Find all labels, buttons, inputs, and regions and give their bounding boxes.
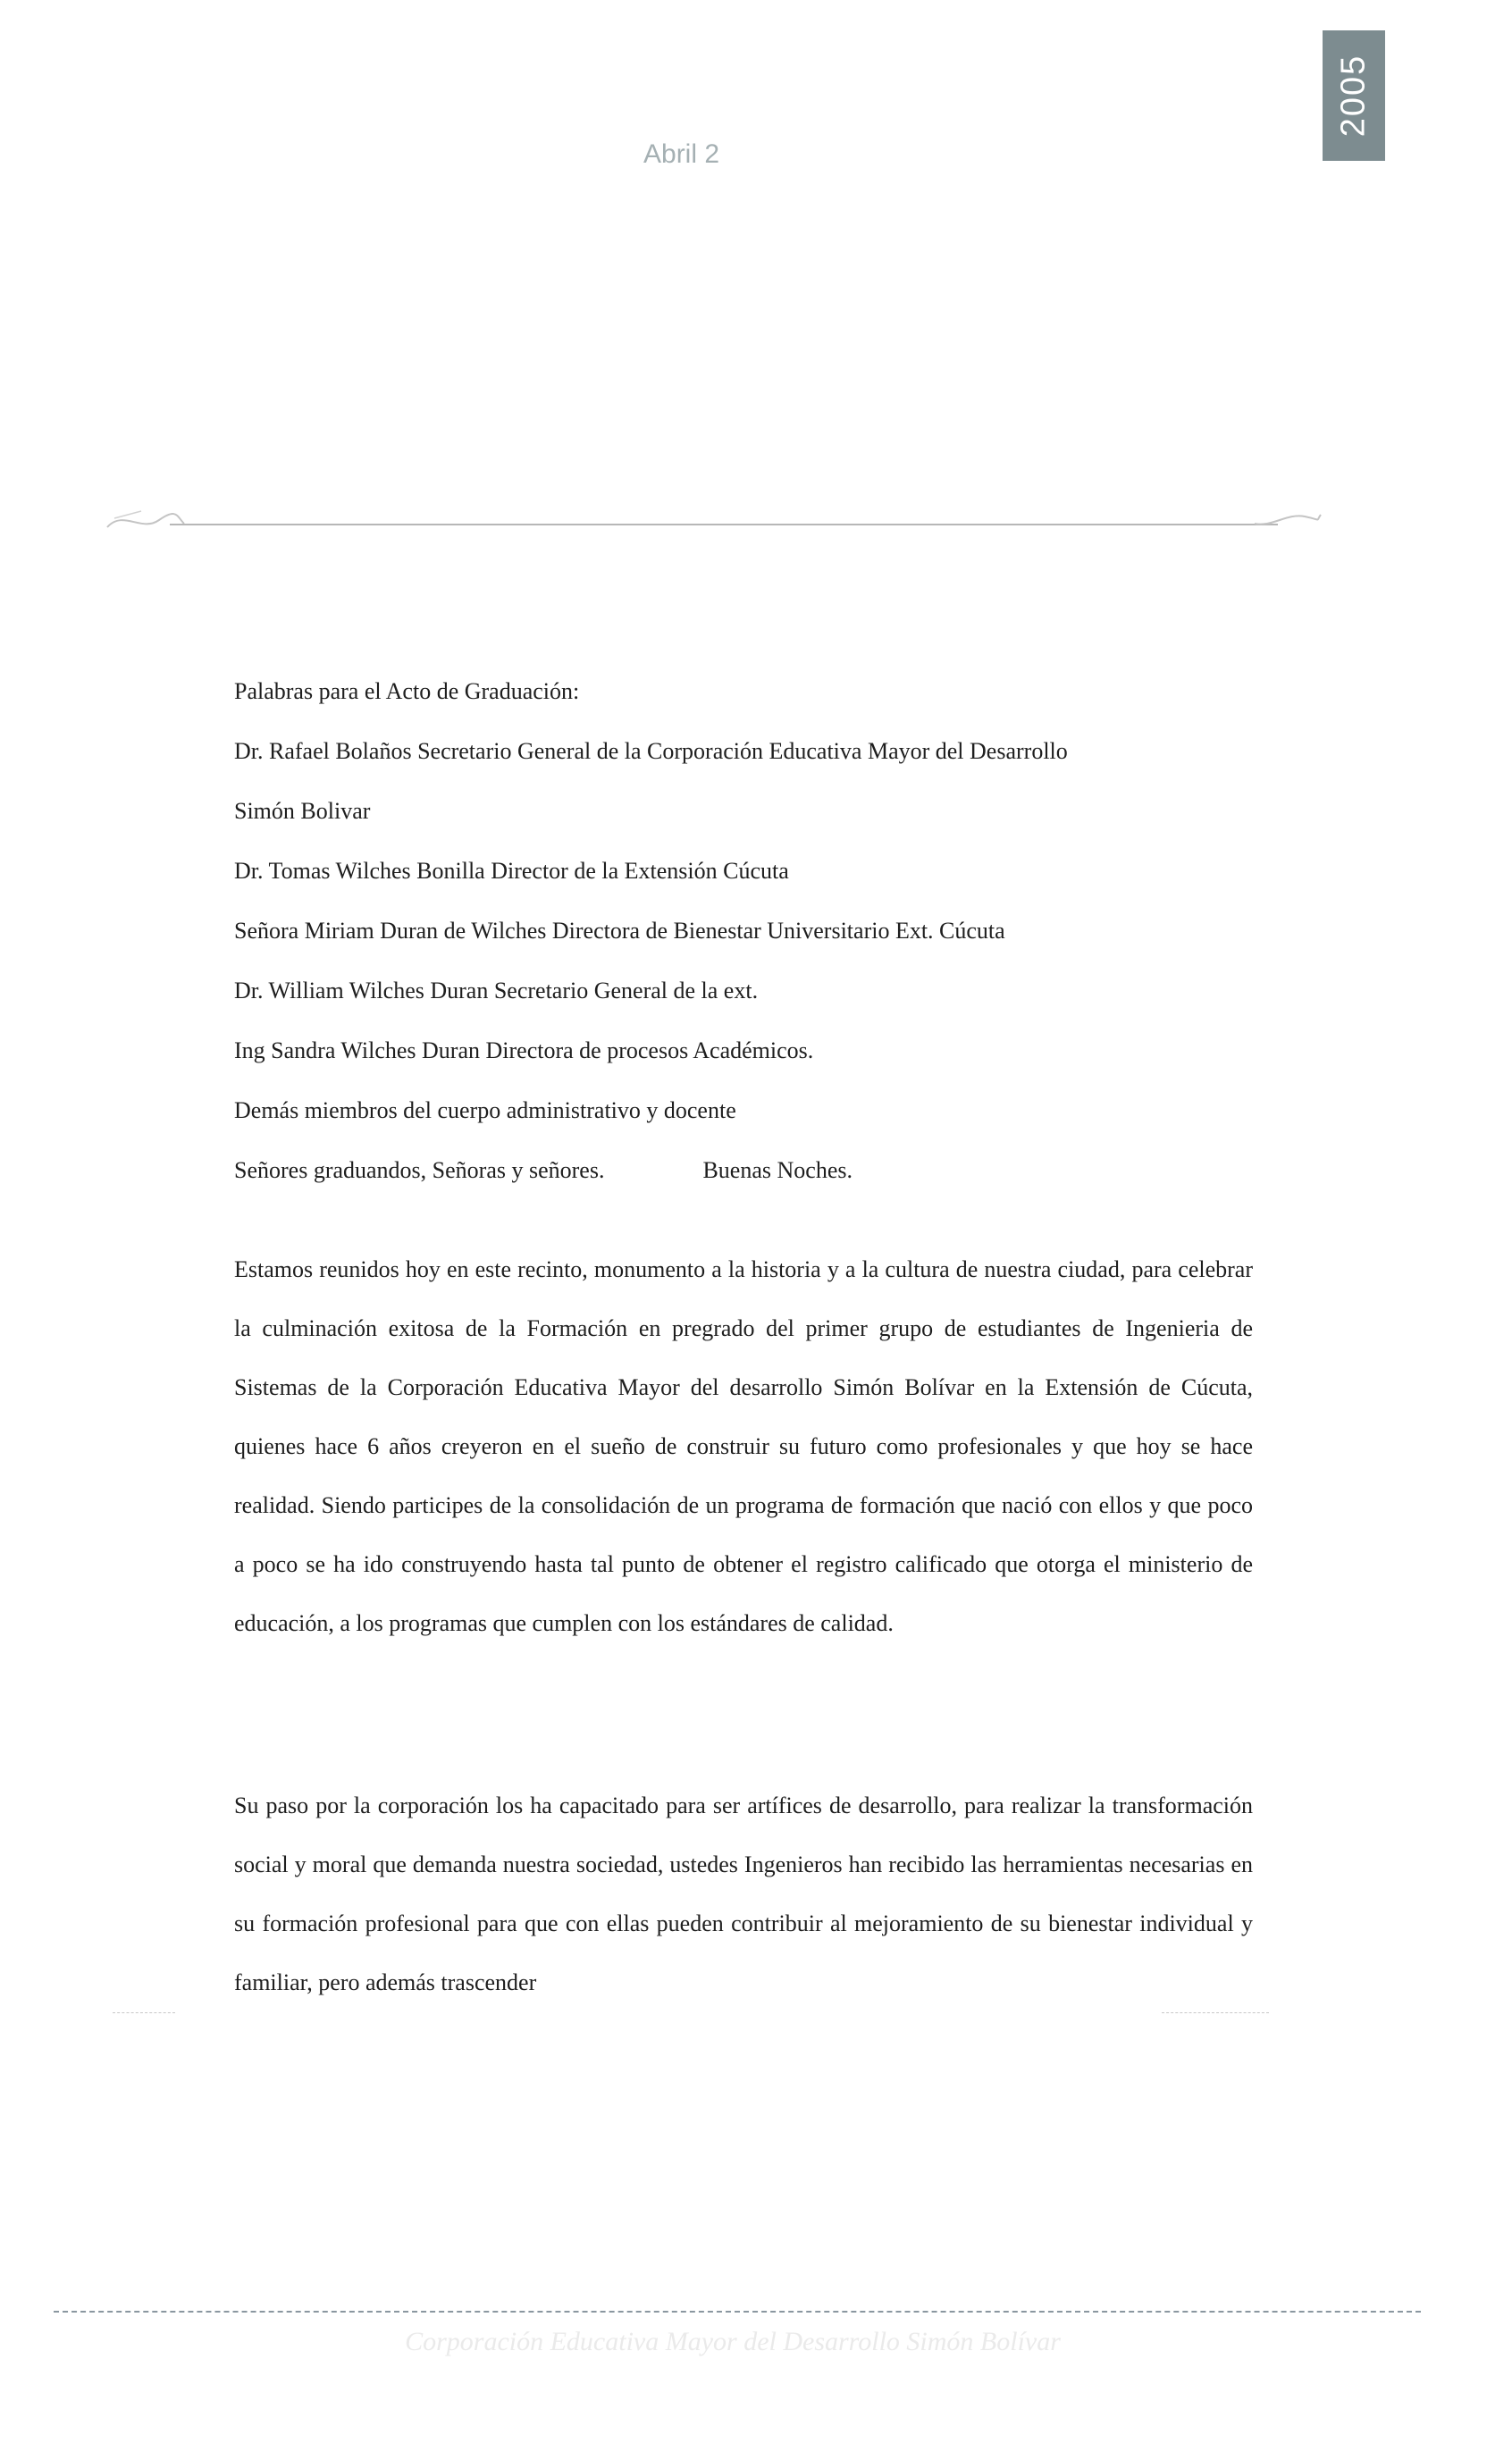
scan-mark-right (1162, 2012, 1269, 2013)
salutation-line: Dr. William Wilches Duran Secretario General de la ext. (234, 978, 759, 1003)
salutation-line: Señores graduandos, Señoras y señores. (234, 1157, 605, 1183)
salutation-line: Dr. Tomas Wilches Bonilla Director de la Extensión Cúcuta (234, 858, 789, 884)
rule-flourish-right (1251, 500, 1323, 536)
paragraph: Su paso por la corporación los ha capacitado para ser artífices de desarrollo, para realizar la transformación social y moral que demanda nuestra sociedad, ustedes Ingenieros han recibido las herramientas necesarias en su formación profesional para que con ellas pueden contribuir al mejoramiento de su bienestar individual y familiar, pero además trascender (234, 1793, 1253, 1995)
paragraph: Estamos reunidos hoy en este recinto, monumento a la historia y a la cultura de nuestra ciudad, para celebrar la culminación exitosa de la Formación en pregrado del primer grupo de estudiantes de Ingenieria de Sistemas de la Corporación Educativa Mayor del desarrollo Simón Bolívar en la Extensión de Cúcuta, quienes hace 6 años creyeron en el sueño de construir su futuro como profesionales y que hoy se hace realidad. Siendo participes de la consolidación de un programa de formación que nació con ellos y que poco a poco se ha ido construyendo hasta tal punto de obtener el registro calificado que otorga el ministerio de educación, a los programas que cumplen con los estándares de calidad. (234, 1256, 1253, 1636)
salutation-closing-row (234, 1140, 1262, 1200)
rule-flourish-left (105, 500, 186, 536)
speech-title: Palabras para el Acto de Graduación: (234, 678, 580, 704)
salutation-line: Demás miembros del cuerpo administrativo y docente (234, 1097, 736, 1123)
salutation-line: Señora Miriam Duran de Wilches Directora de Bienestar Universitario Ext. Cúcuta (234, 918, 1005, 944)
salutation-line: Dr. Rafael Bolaños Secretario General de la Corporación Educativa Mayor del Desarrollo (234, 738, 1068, 764)
salutation-line: Simón Bolivar (234, 798, 371, 824)
closing-greeting: Buenas Noches. (702, 1157, 853, 1183)
year-tab (1323, 30, 1385, 161)
header-rule (170, 524, 1278, 525)
page-date: Abril 2 (643, 139, 720, 169)
salutation-block (234, 661, 1262, 1200)
scan-mark-left (113, 2012, 175, 2013)
footer-rule (54, 2311, 1421, 2313)
year-label: 2005 (1334, 54, 1373, 138)
footer-watermark: Corporación Educativa Mayor del Desarrollo Simón Bolívar (405, 2327, 1061, 2356)
salutation-line: Ing Sandra Wilches Duran Directora de procesos Académicos. (234, 1037, 814, 1063)
